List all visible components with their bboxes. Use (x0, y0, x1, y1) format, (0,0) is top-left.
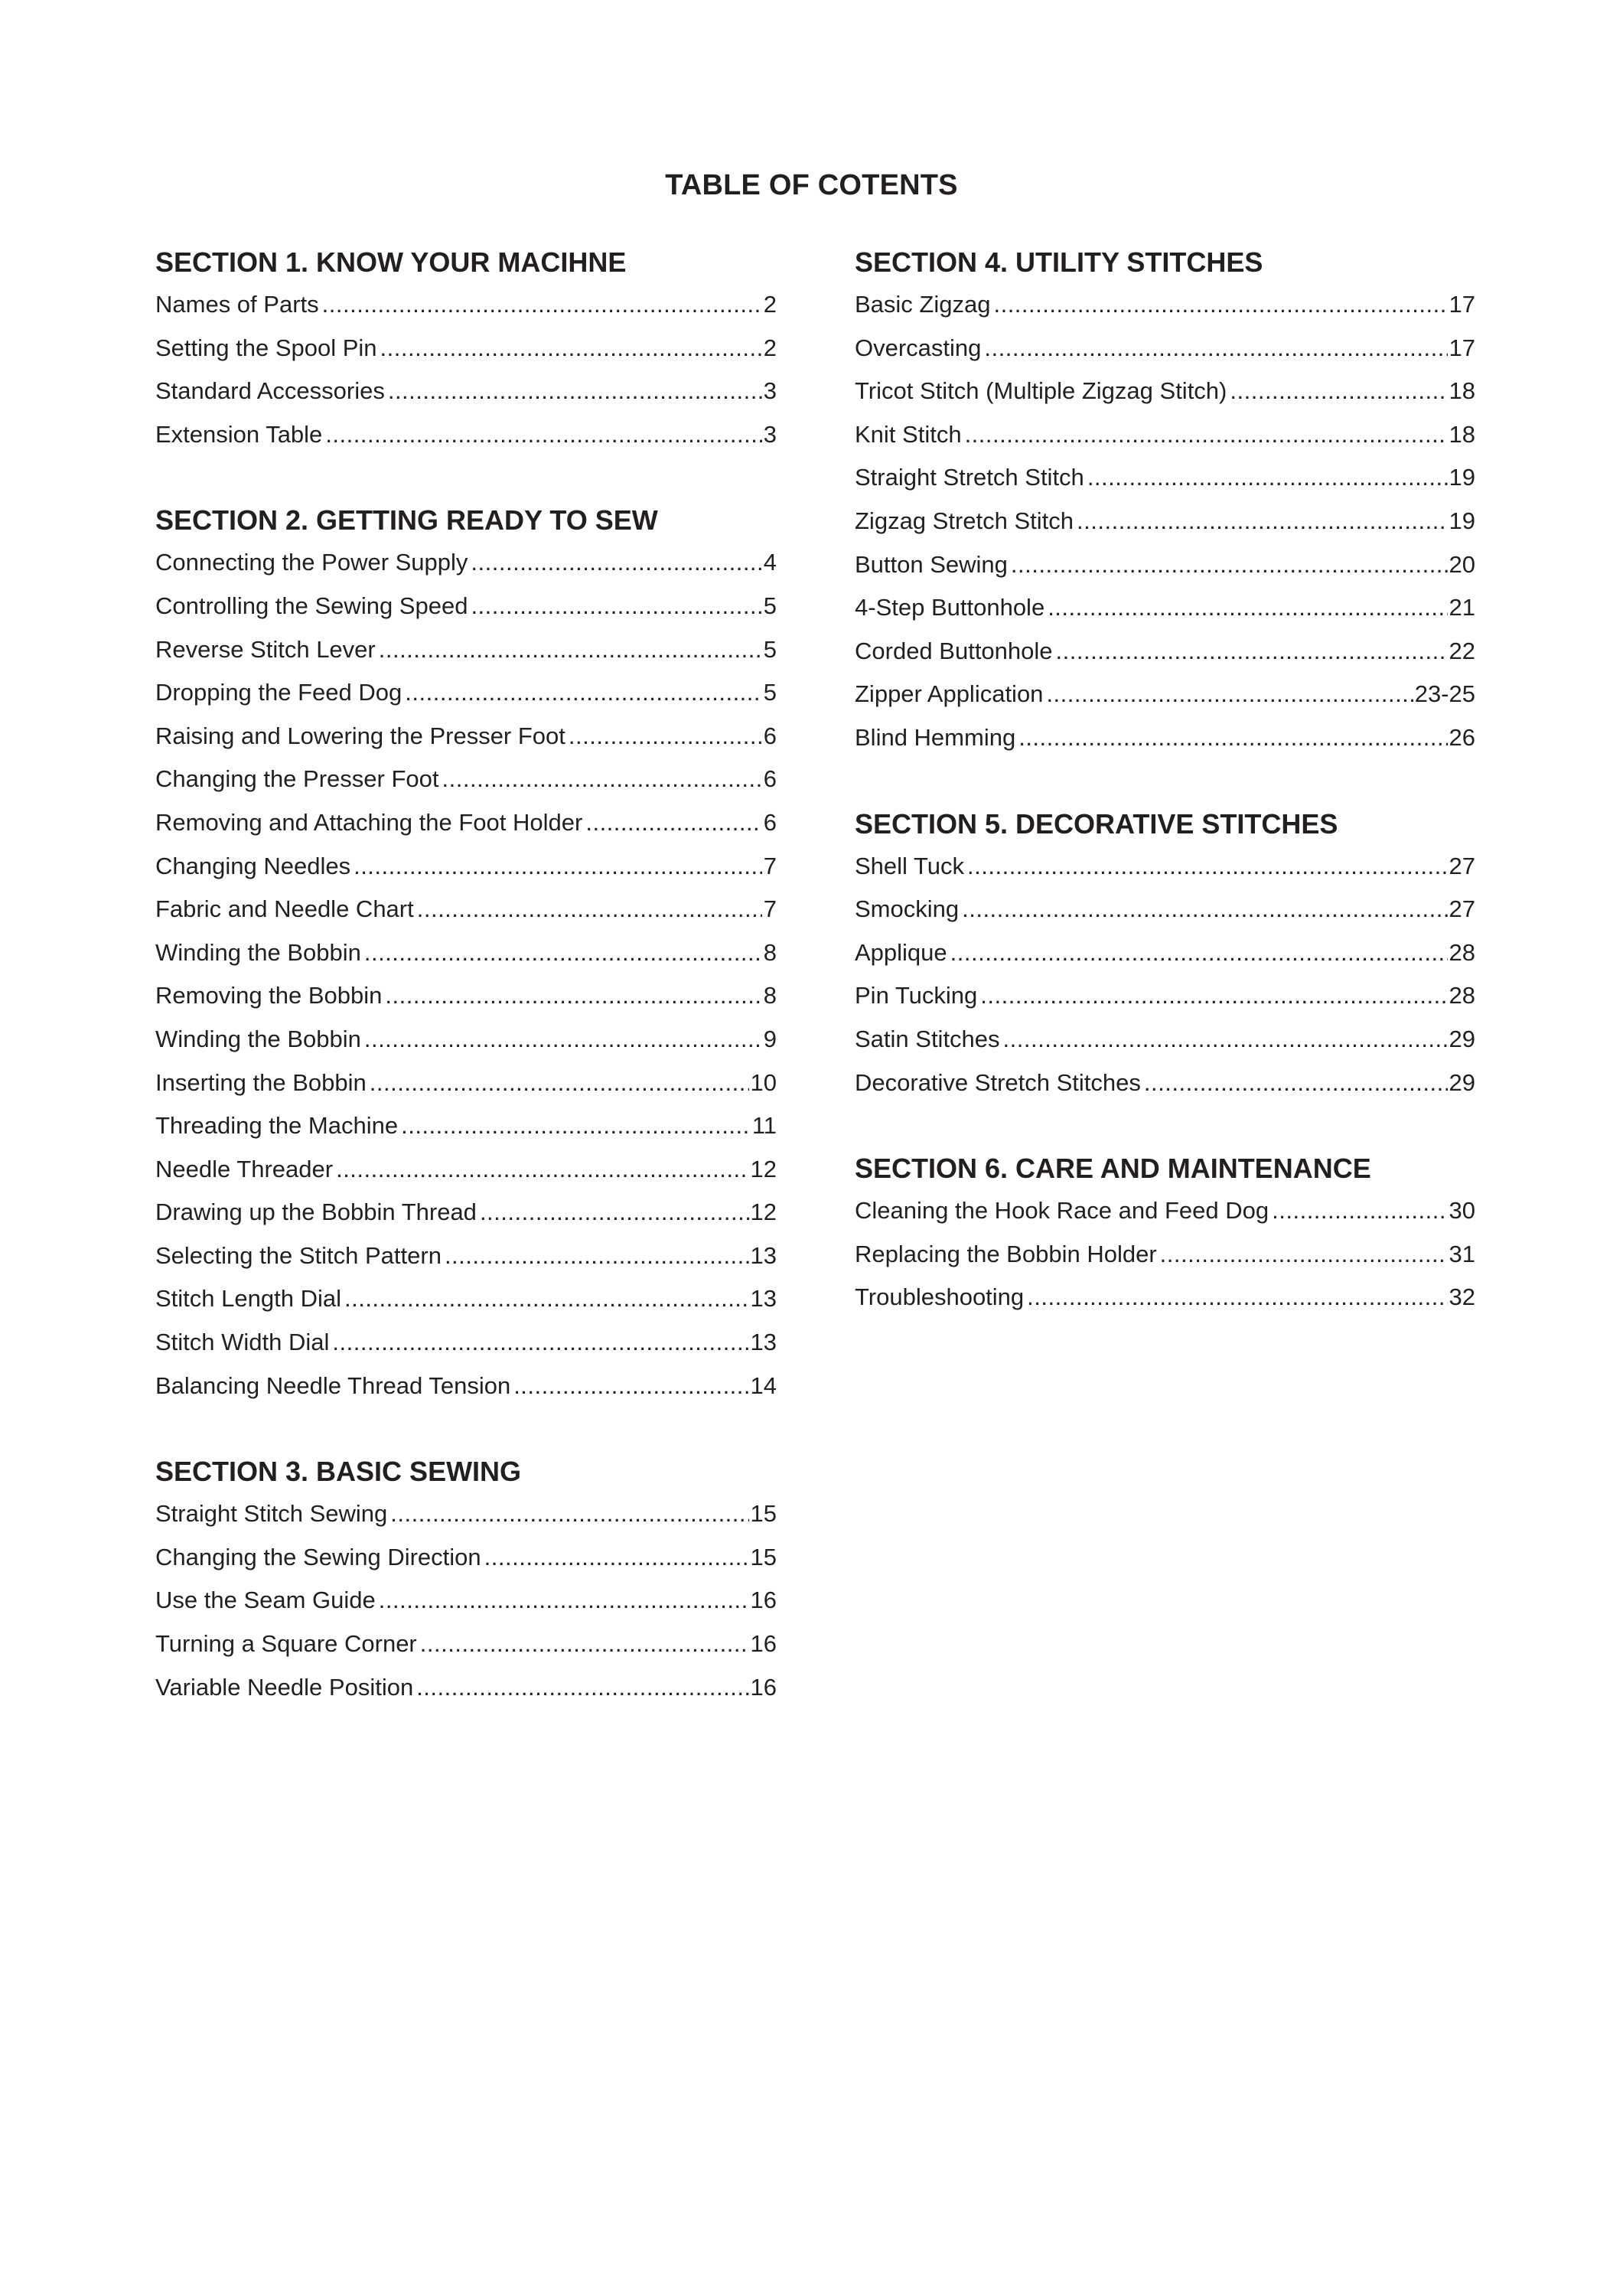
toc-entry-title: Corded Buttonhole (855, 637, 1053, 664)
toc-entry (155, 673, 777, 717)
toc-entry (155, 890, 777, 934)
toc-entry (155, 1280, 777, 1323)
left-column (155, 243, 777, 1711)
toc-entry-title: Zigzag Stretch Stitch (855, 507, 1074, 534)
toc-entry-title: Drawing up the Bobbin Thread (155, 1199, 477, 1226)
dot-leader (380, 329, 762, 367)
toc-entry-page-number: 31 (1449, 1240, 1475, 1267)
toc-section-section-2-getting-ready-to-sew (155, 501, 777, 1410)
section-heading: SECTION 3. BASIC SEWING (155, 1456, 522, 1488)
dot-leader (364, 934, 762, 972)
toc-entry (855, 890, 1475, 934)
dot-leader (379, 1581, 749, 1619)
toc-entry (155, 1323, 777, 1367)
toc-entry-title: Changing the Sewing Direction (155, 1543, 481, 1570)
toc-entry-page-number: 26 (1449, 723, 1475, 751)
toc-entry-title: Tricot Stitch (Multiple Zigzag Stitch) (855, 377, 1227, 405)
toc-entry (855, 285, 1475, 329)
toc-entry-page-number: 2 (763, 334, 777, 361)
dot-leader (967, 847, 1448, 885)
dot-leader (370, 1064, 749, 1102)
toc-entry-page-number: 17 (1449, 291, 1475, 318)
toc-entry-page-number: 7 (763, 852, 777, 879)
dot-leader (1272, 1192, 1447, 1230)
toc-entry-title: Troubleshooting (855, 1283, 1025, 1311)
toc-entry (155, 587, 777, 631)
toc-entry (155, 1367, 777, 1411)
toc-entry-page-number: 16 (750, 1673, 777, 1701)
toc-section-section-4-utility-stitches (855, 243, 1475, 762)
toc-entry-list (855, 1192, 1475, 1322)
dot-leader (388, 372, 762, 410)
dot-leader (325, 416, 761, 454)
dot-leader (322, 285, 762, 324)
dot-leader (1046, 675, 1413, 713)
toc-entry-title: Pin Tucking (855, 982, 978, 1009)
toc-entry (855, 416, 1475, 459)
toc-entry-title: Decorative Stretch Stitches (855, 1068, 1141, 1096)
toc-entry-page-number: 11 (751, 1112, 777, 1140)
dot-leader (1230, 372, 1447, 410)
toc-entry-page-number: 3 (763, 377, 777, 405)
toc-entry (155, 1193, 777, 1237)
dot-leader (344, 1280, 749, 1318)
toc-entry-title: Variable Needle Position (155, 1673, 414, 1701)
toc-entry (855, 675, 1475, 719)
dot-leader (1077, 502, 1448, 540)
toc-entry-page-number: 18 (1449, 420, 1475, 448)
dot-leader (332, 1323, 748, 1362)
toc-entry-title: Knit Stitch (855, 420, 962, 448)
toc-entry-title: Standard Accessories (155, 377, 385, 405)
toc-entry (855, 847, 1475, 891)
toc-entry-page-number: 5 (763, 679, 777, 706)
toc-entry (155, 1625, 777, 1668)
toc-entry-title: Selecting the Stitch Pattern (155, 1241, 442, 1269)
toc-entry-title: Extension Table (155, 420, 323, 448)
dot-leader (1027, 1278, 1447, 1316)
section-heading: SECTION 5. DECORATIVE STITCHES (855, 807, 1338, 840)
dot-leader (962, 890, 1447, 928)
dot-leader (445, 1237, 749, 1275)
toc-entry-list (155, 1495, 777, 1711)
toc-entry-title: Removing and Attaching the Foot Holder (155, 808, 583, 836)
toc-entry (155, 804, 777, 847)
toc-entry (855, 1235, 1475, 1279)
toc-entry (155, 1495, 777, 1538)
toc-entry-page-number: 15 (750, 1543, 777, 1570)
toc-entry-page-number: 10 (750, 1068, 777, 1096)
dot-leader (471, 587, 761, 625)
toc-entry (155, 1237, 777, 1280)
toc-entry-page-number: 29 (1449, 1025, 1475, 1052)
toc-entry (855, 329, 1475, 373)
toc-entry-title: Shell Tuck (855, 852, 965, 879)
toc-entry-page-number: 32 (1449, 1283, 1475, 1311)
toc-entry-page-number: 6 (763, 765, 777, 793)
toc-entry-title: Applique (855, 938, 947, 966)
toc-entry (155, 1020, 777, 1064)
dot-leader (420, 1625, 749, 1663)
toc-entry-page-number: 5 (763, 592, 777, 619)
toc-entry-page-number: 21 (1449, 594, 1475, 621)
toc-entry-title: Zipper Application (855, 680, 1044, 708)
toc-entry (155, 1538, 777, 1582)
dot-leader (993, 285, 1447, 324)
dot-leader (379, 631, 762, 669)
toc-entry-list (855, 847, 1475, 1107)
toc-entry (155, 372, 777, 416)
toc-entry-list (155, 285, 777, 458)
toc-entry-page-number: 12 (750, 1155, 777, 1182)
toc-entry (855, 372, 1475, 416)
toc-entry (855, 977, 1475, 1020)
toc-entry-page-number: 14 (750, 1371, 777, 1399)
section-heading: SECTION 4. UTILITY STITCHES (855, 246, 1263, 278)
toc-entry-page-number: 29 (1449, 1068, 1475, 1096)
toc-entry-title: Changing the Presser Foot (155, 765, 439, 793)
toc-entry (155, 1668, 777, 1712)
toc-entry (155, 717, 777, 761)
toc-entry (855, 458, 1475, 502)
toc-entry-title: Straight Stretch Stitch (855, 464, 1084, 491)
dot-leader (1003, 1020, 1448, 1058)
toc-entry-page-number: 27 (1449, 852, 1475, 879)
dot-leader (385, 977, 761, 1015)
dot-leader (585, 804, 761, 842)
section-heading: SECTION 1. KNOW YOUR MACIHNE (155, 246, 627, 278)
toc-entry-page-number: 13 (750, 1329, 777, 1356)
toc-entry-title: Blind Hemming (855, 723, 1016, 751)
toc-entry-title: 4-Step Buttonhole (855, 594, 1045, 621)
toc-entry-page-number: 6 (763, 722, 777, 749)
page-title: TABLE OF COTENTS (665, 169, 958, 202)
toc-entry-title: Satin Stitches (855, 1025, 1000, 1052)
toc-entry-title: Winding the Bobbin (155, 1025, 361, 1052)
dot-leader (471, 543, 761, 582)
toc-entry-title: Turning a Square Corner (155, 1630, 417, 1658)
toc-entry-title: Inserting the Bobbin (155, 1068, 367, 1096)
toc-entry-title: Stitch Width Dial (155, 1329, 330, 1356)
toc-entry-title: Smocking (855, 895, 960, 923)
toc-section-section-6-care-and-maintenance (855, 1150, 1475, 1322)
toc-entry (855, 1020, 1475, 1064)
dot-leader (484, 1538, 749, 1577)
toc-entry-page-number: 9 (763, 1025, 777, 1052)
dot-leader (984, 329, 1447, 367)
toc-entry-page-number: 13 (750, 1241, 777, 1269)
toc-entry-page-number: 6 (763, 808, 777, 836)
toc-entry (855, 1278, 1475, 1322)
toc-entry-page-number: 3 (763, 420, 777, 448)
toc-entry-title: Reverse Stitch Lever (155, 635, 376, 663)
dot-leader (513, 1367, 748, 1405)
toc-entry-title: Needle Threader (155, 1155, 334, 1182)
toc-entry (155, 760, 777, 804)
toc-entry-page-number: 17 (1449, 334, 1475, 361)
dot-leader (390, 1495, 748, 1533)
toc-entry-title: Setting the Spool Pin (155, 334, 377, 361)
toc-entry (155, 285, 777, 329)
toc-entry (155, 631, 777, 674)
dot-leader (336, 1150, 748, 1189)
toc-entry-list (155, 543, 777, 1410)
section-heading: SECTION 6. CARE AND MAINTENANCE (855, 1153, 1371, 1185)
toc-entry-title: Names of Parts (155, 291, 319, 318)
toc-entry (855, 632, 1475, 676)
toc-entry-page-number: 28 (1449, 982, 1475, 1009)
dot-leader (1087, 458, 1448, 497)
dot-leader (416, 1668, 748, 1707)
toc-entry (855, 934, 1475, 977)
toc-entry-page-number: 2 (763, 291, 777, 318)
toc-entry (155, 416, 777, 459)
toc-entry-page-number: 19 (1449, 464, 1475, 491)
toc-entry (855, 719, 1475, 762)
dot-leader (354, 847, 762, 885)
dot-leader (950, 934, 1448, 972)
dot-leader (569, 717, 762, 755)
toc-entry-title: Controlling the Sewing Speed (155, 592, 468, 619)
dot-leader (1144, 1064, 1448, 1102)
toc-entry-page-number: 20 (1449, 550, 1475, 578)
right-column (855, 243, 1475, 1322)
toc-entry (855, 546, 1475, 589)
dot-leader (442, 760, 762, 798)
toc-entry-title: Fabric and Needle Chart (155, 895, 414, 923)
toc-entry (155, 1064, 777, 1107)
toc-section-section-1-know-your-macihne (155, 243, 777, 458)
toc-entry-title: Button Sewing (855, 550, 1008, 578)
toc-entry-title: Balancing Needle Thread Tension (155, 1371, 511, 1399)
dot-leader (1056, 632, 1448, 670)
toc-entry (855, 1192, 1475, 1235)
toc-entry (155, 847, 777, 891)
toc-entry (855, 1064, 1475, 1107)
toc-entry (855, 502, 1475, 546)
toc-section-section-3-basic-sewing (155, 1453, 777, 1711)
dot-leader (1011, 546, 1448, 584)
toc-entry (155, 977, 777, 1020)
toc-entry-page-number: 28 (1449, 938, 1475, 966)
toc-entry-page-number: 16 (750, 1630, 777, 1658)
toc-entry-page-number: 18 (1449, 377, 1475, 405)
dot-leader (480, 1193, 749, 1231)
toc-section-section-5-decorative-stitches (855, 805, 1475, 1107)
toc-entry-title: Use the Seam Guide (155, 1587, 376, 1614)
dot-leader (980, 977, 1447, 1015)
dot-leader (364, 1020, 762, 1058)
toc-entry-page-number: 8 (763, 938, 777, 966)
toc-entry-title: Straight Stitch Sewing (155, 1500, 388, 1528)
toc-entry (155, 1107, 777, 1150)
section-heading: SECTION 2. GETTING READY TO SEW (155, 504, 658, 536)
dot-leader (1018, 719, 1447, 757)
toc-entry-title: Replacing the Bobbin Holder (855, 1240, 1157, 1267)
toc-entry (155, 1150, 777, 1194)
toc-entry (855, 589, 1475, 632)
dot-leader (405, 673, 761, 712)
toc-entry-title: Overcasting (855, 334, 982, 361)
toc-entry-list (855, 285, 1475, 762)
toc-entry-title: Raising and Lowering the Presser Foot (155, 722, 565, 749)
toc-entry-page-number: 15 (750, 1500, 777, 1528)
toc-entry-title: Cleaning the Hook Race and Feed Dog (855, 1197, 1269, 1225)
toc-entry-page-number: 13 (750, 1285, 777, 1313)
dot-leader (1048, 589, 1447, 627)
toc-entry-page-number: 8 (763, 982, 777, 1009)
toc-entry-page-number: 16 (750, 1587, 777, 1614)
toc-entry (155, 329, 777, 373)
toc-entry (155, 934, 777, 977)
toc-entry-title: Changing Needles (155, 852, 351, 879)
toc-entry-page-number: 22 (1449, 637, 1475, 664)
toc-entry-page-number: 27 (1449, 895, 1475, 923)
dot-leader (1160, 1235, 1448, 1274)
toc-entry-title: Stitch Length Dial (155, 1285, 341, 1313)
toc-entry-page-number: 12 (750, 1199, 777, 1226)
dot-leader (401, 1107, 751, 1145)
toc-entry-page-number: 7 (763, 895, 777, 923)
toc-entry-page-number: 19 (1449, 507, 1475, 534)
dot-leader (417, 890, 762, 928)
toc-entry-page-number: 23-25 (1414, 680, 1475, 708)
toc-entry-page-number: 30 (1449, 1197, 1475, 1225)
toc-entry-title: Connecting the Power Supply (155, 549, 468, 576)
toc-entry (155, 1581, 777, 1625)
toc-entry-title: Threading the Machine (155, 1112, 399, 1140)
toc-entry (155, 543, 777, 587)
toc-entry-title: Winding the Bobbin (155, 938, 361, 966)
toc-entry-title: Dropping the Feed Dog (155, 679, 402, 706)
dot-leader (965, 416, 1448, 454)
toc-entry-page-number: 5 (763, 635, 777, 663)
toc-entry-title: Basic Zigzag (855, 291, 991, 318)
toc-entry-title: Removing the Bobbin (155, 982, 383, 1009)
toc-entry-page-number: 4 (763, 549, 777, 576)
